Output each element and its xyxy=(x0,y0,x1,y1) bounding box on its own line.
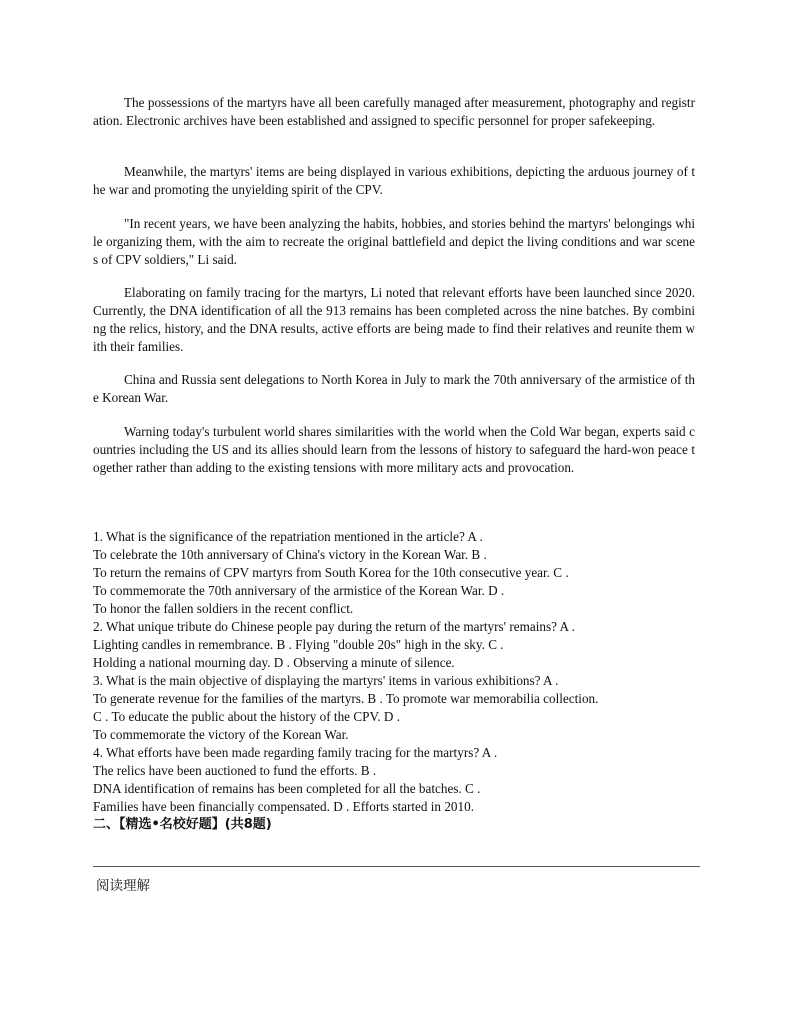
question-1-stem: 1. What is the significance of the repatriation mentioned in the article? A . xyxy=(93,529,483,544)
article-paragraph-5: China and Russia sent delegations to North Korea in July to mark the 70th anniversary of the armistice of the Korean War. xyxy=(93,372,695,405)
article-paragraph-2: Meanwhile, the martyrs' items are being displayed in various exhibitions, depicting the arduous journey of the war and promoting the unyielding spirit of the CPV. xyxy=(93,164,695,197)
section-subheading: 阅读理解 xyxy=(96,878,150,894)
question-2-option: Lighting candles in remembrance. B . Flying "double 20s" high in the sky. C . xyxy=(93,637,504,652)
question-1-option: To commemorate the 70th anniversary of the armistice of the Korean War. D . xyxy=(93,583,505,598)
question-list xyxy=(93,528,703,816)
question-4-option: Families have been financially compensated. D . Efforts started in 2010. xyxy=(93,799,474,814)
section-heading: 二、【精选•名校好题】(共8题) xyxy=(93,817,272,832)
question-1-option: To celebrate the 10th anniversary of China's victory in the Korean War. B . xyxy=(93,547,487,562)
question-4-stem: 4. What efforts have been made regarding family tracing for the martyrs? A . xyxy=(93,745,498,760)
question-3-option: C . To educate the public about the history of the CPV. D . xyxy=(93,709,400,724)
question-3-option: To generate revenue for the families of the martyrs. B . To promote war memorabilia collection. xyxy=(93,691,599,706)
question-4-option: DNA identification of remains has been completed for all the batches. C . xyxy=(93,781,481,796)
question-2-stem: 2. What unique tribute do Chinese people pay during the return of the martyrs' remains? A . xyxy=(93,619,575,634)
question-3-stem: 3. What is the main objective of displaying the martyrs' items in various exhibitions? A . xyxy=(93,673,559,688)
question-1-option: To return the remains of CPV martyrs from South Korea for the 10th consecutive year. C . xyxy=(93,565,569,580)
article-paragraph-3: "In recent years, we have been analyzing the habits, hobbies, and stories behind the martyrs' belongings while organizing them, with the aim to recreate the original battlefield and depict the living conditions and war scenes of CPV soldiers," Li said. xyxy=(93,216,695,267)
question-1-option: To honor the fallen soldiers in the recent conflict. xyxy=(93,601,354,616)
question-2-option: Holding a national mourning day. D . Observing a minute of silence. xyxy=(93,655,455,670)
article-paragraph-6: Warning today's turbulent world shares similarities with the world when the Cold War began, experts said countries including the US and its allies should learn from the lessons of history to safeguard the hard-won peace together rather than adding to the existing tensions with more military acts and provocation. xyxy=(93,424,695,475)
article-paragraph-1: The possessions of the martyrs have all been carefully managed after measurement, photography and registration. Electronic archives have been established and assigned to specific personnel for proper safekeeping. xyxy=(93,95,695,128)
article-paragraph-4: Elaborating on family tracing for the martyrs, Li noted that relevant efforts have been launched since 2020. Currently, the DNA identification of all the 913 remains has been completed across the nine batches. By combining the relics, history, and the DNA results, active efforts are being made to find their relatives and reunite them with their families. xyxy=(93,285,695,354)
question-4-option: The relics have been auctioned to fund the efforts. B . xyxy=(93,763,377,778)
question-3-option: To commemorate the victory of the Korean War. xyxy=(93,727,349,742)
section-divider xyxy=(93,866,700,867)
